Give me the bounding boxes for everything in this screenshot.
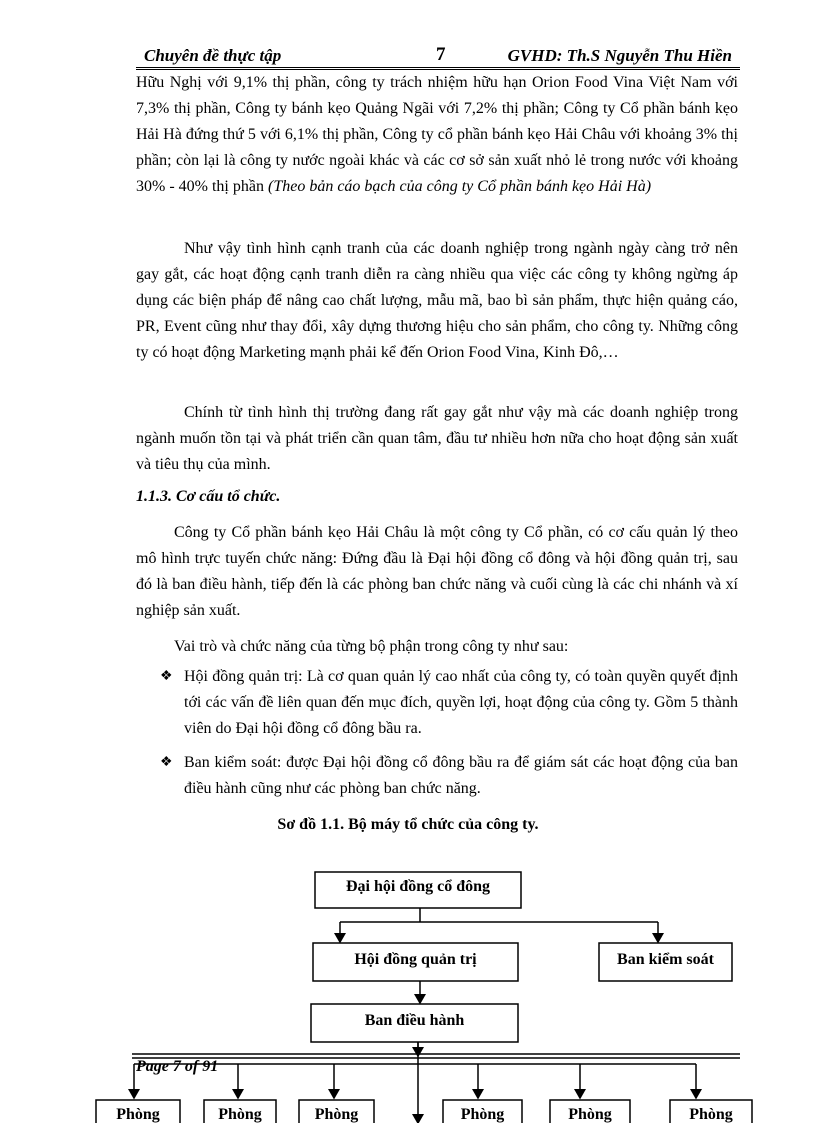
org-node-department: Phòng	[218, 1106, 262, 1123]
org-node-department: Phòng	[314, 1106, 359, 1123]
org-node-board: Hội đồng quản trị	[354, 951, 477, 968]
bullet-icon: ❖	[160, 669, 173, 684]
org-node-shareholders: Đại hội đồng cổ đông	[345, 878, 491, 895]
paragraph-structure: Công ty Cổ phần bánh kẹo Hải Châu là một công ty Cổ phần, có cơ cấu quản lý theo mô hình trực tuyến chức năng: Đứng đầu là Đại hội đồng cổ đông và hội đồng quản trị, sau đó là ban điều hành, tiếp đến là các phòng ban chức năng và cuối cùng là các chi nhánh và xí nghiệp sản xuất.	[136, 524, 738, 619]
org-node-department: Phòng	[116, 1106, 160, 1123]
paragraph-market-situation: Chính từ tình hình thị trường đang rất gay gắt như vậy mà các doanh nghiệp trong ngành muốn tồn tại và phát triển cần quan tâm, đầu tư nhiều hơn nữa cho hoạt động sản xuất và tiêu thụ của mình.	[136, 404, 738, 473]
page-footer-label: Page 7 of 91	[136, 1058, 219, 1075]
paragraph-roles-intro: Vai trò và chức năng của từng bộ phận trong công ty như sau:	[174, 638, 569, 655]
header-supervisor: GVHD: Th.S Nguyễn Thu Hiền	[507, 46, 732, 65]
org-node-supervisory: Ban kiểm soát	[617, 951, 714, 968]
header-page-number: 7	[436, 44, 446, 65]
bullet-icon: ❖	[160, 755, 173, 770]
org-node-department: Phòng	[689, 1106, 733, 1123]
bullet-board: Hội đồng quản trị: Là cơ quan quản lý cao nhất của công ty, có toàn quyền quyết định tới các vấn đề liên quan đến mục đích, quyền lợi, hoạt động của công ty. Gồm 5 thành viên do Đại hội đồng cổ đông bầu ra.	[184, 668, 738, 737]
citation: (Theo bản cáo bạch của công ty Cổ phần bánh kẹo Hải Hà)	[267, 178, 652, 195]
org-node-department: Phòng	[460, 1106, 505, 1123]
section-heading: 1.1.3. Cơ cấu tổ chức.	[136, 488, 281, 505]
diagram-caption: Sơ đồ 1.1. Bộ máy tổ chức của công ty.	[277, 816, 539, 833]
org-node-department: Phòng	[568, 1106, 612, 1123]
header-title: Chuyên đề thực tập	[144, 46, 282, 65]
paragraph-competition: Như vậy tình hình cạnh tranh của các doanh nghiệp trong ngành ngày càng trở nên gay gắt, các hoạt động cạnh tranh diễn ra càng nhiều qua việc các công ty không ngừng áp dụng các biện pháp để nâng cao chất lượng, mẫu mã, bao bì sản phẩm, thực hiện quảng cáo, PR, Event cũng như thay đổi, xây dựng thương hiệu cho sản phẩm, cho công ty. Những công ty có hoạt động Marketing mạnh phải kể đến Orion Food Vina, Kinh Đô,…	[136, 240, 738, 361]
paragraph-market-share-text: Hữu Nghị với 9,1% thị phần, công ty trách nhiệm hữu hạn Orion Food Vina Việt Nam với 7,3% thị phần, Công ty bánh kẹo Quảng Ngãi với 7,2% thị phần; Công ty Cổ phần bánh kẹo Hải Hà đứng thứ 5 với 6,1% thị phần, Công ty cổ phần bánh kẹo Hải Châu với khoảng 3% thị phần; còn lại là công ty nước ngoài khác và các cơ sở sản xuất nhỏ lẻ trong nước với khoảng 30% - 40% thị phần	[136, 74, 738, 195]
bullet-supervisory: Ban kiểm soát: được Đại hội đồng cổ đông bầu ra để giám sát các hoạt động của ban điều hành cũng như các phòng ban chức năng.	[184, 754, 738, 797]
org-node-executive: Ban điều hành	[364, 1012, 465, 1029]
